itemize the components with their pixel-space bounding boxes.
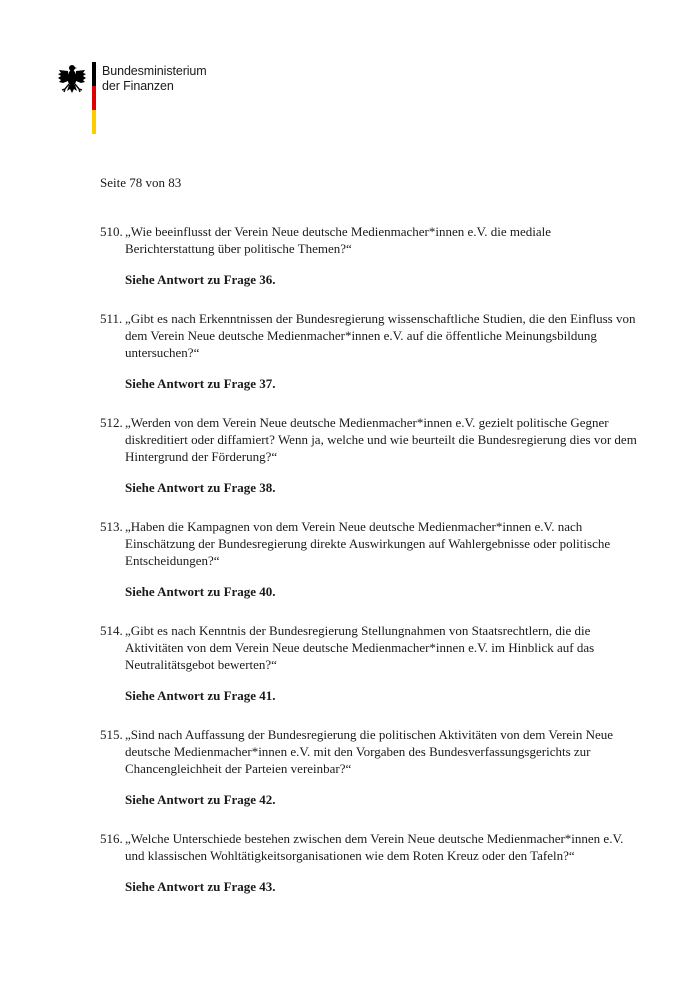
question [100, 518, 640, 569]
question-number: 515. [100, 727, 123, 742]
question [100, 726, 640, 777]
question-number: 512. [100, 415, 123, 430]
qa-item [100, 622, 640, 704]
question-number: 514. [100, 623, 123, 638]
question-number: 510. [100, 224, 123, 239]
question [100, 830, 640, 864]
qa-item [100, 414, 640, 496]
ministry-name-line1: Bundesministerium [102, 64, 207, 78]
ministry-name-line2: der Finanzen [102, 79, 174, 93]
qa-item [100, 518, 640, 600]
federal-eagle-icon [58, 64, 86, 96]
qa-item [100, 830, 640, 895]
qa-item [100, 223, 640, 288]
question-text: „Werden von dem Verein Neue deutsche Medienmacher*innen e.V. gezielt politische Gegner diskreditiert oder diffamiert? Wenn ja, welche und wie beurteilt die Bundesregierung dies vor dem Hintergrund der Förderung?“ [125, 415, 637, 464]
question-text: „Welche Unterschiede bestehen zwischen dem Verein Neue deutsche Medienmacher*innen e.V. und klassischen Wohltätigkeitsorganisationen wie dem Roten Kreuz oder den Tafeln?“ [125, 831, 624, 863]
question-text: „Gibt es nach Erkenntnissen der Bundesregierung wissenschaftliche Studien, die den Einfluss von dem Verein Neue deutsche Medienmacher*innen e.V. auf die öffentliche Meinungsbildung untersuchen?“ [125, 311, 636, 360]
question-number: 513. [100, 519, 123, 534]
question-text: „Wie beeinflusst der Verein Neue deutsche Medienmacher*innen e.V. die mediale Berichterstattung über politische Themen?“ [125, 224, 552, 256]
question-number: 516. [100, 831, 123, 846]
flag-stripe-black [92, 62, 96, 86]
answer-reference: Siehe Antwort zu Frage 38. [125, 480, 276, 495]
question-text: „Gibt es nach Kenntnis der Bundesregierung Stellungnahmen von Staatsrechtlern, die die Aktivitäten von dem Verein Neue deutsche Medienmacher*innen e.V. im Hinblick auf das Neutralitätsgebot bewerten?“ [125, 623, 595, 672]
question [100, 414, 640, 465]
answer-reference: Siehe Antwort zu Frage 40. [125, 584, 276, 599]
question-text: „Haben die Kampagnen von dem Verein Neue deutsche Medienmacher*innen e.V. nach Einschätzung der Bundesregierung direkte Auswirkungen auf Wahlergebnisse oder politische Entscheidungen?“ [125, 519, 611, 568]
ministry-name [102, 64, 207, 94]
answer-reference: Siehe Antwort zu Frage 43. [125, 879, 276, 894]
flag-stripe-gold [92, 110, 96, 134]
answer-reference: Siehe Antwort zu Frage 37. [125, 376, 276, 391]
qa-list [100, 223, 640, 917]
answer-reference: Siehe Antwort zu Frage 42. [125, 792, 276, 807]
question-text: „Sind nach Auffassung der Bundesregierung die politischen Aktivitäten von dem Verein Neue deutsche Medienmacher*innen e.V. mit den Vorgaben des Bundesverfassungsgerichts zur Chancengleichheit der Parteien vereinbar?“ [125, 727, 613, 776]
answer-reference: Siehe Antwort zu Frage 36. [125, 272, 276, 287]
flag-bar [92, 62, 96, 134]
qa-item [100, 310, 640, 392]
question-number: 511. [100, 311, 123, 326]
answer-reference: Siehe Antwort zu Frage 41. [125, 688, 276, 703]
qa-item [100, 726, 640, 808]
question [100, 223, 640, 257]
question [100, 622, 640, 673]
question [100, 310, 640, 361]
page-number: Seite 78 von 83 [100, 175, 182, 190]
flag-stripe-red [92, 86, 96, 110]
ministry-header [58, 62, 258, 134]
